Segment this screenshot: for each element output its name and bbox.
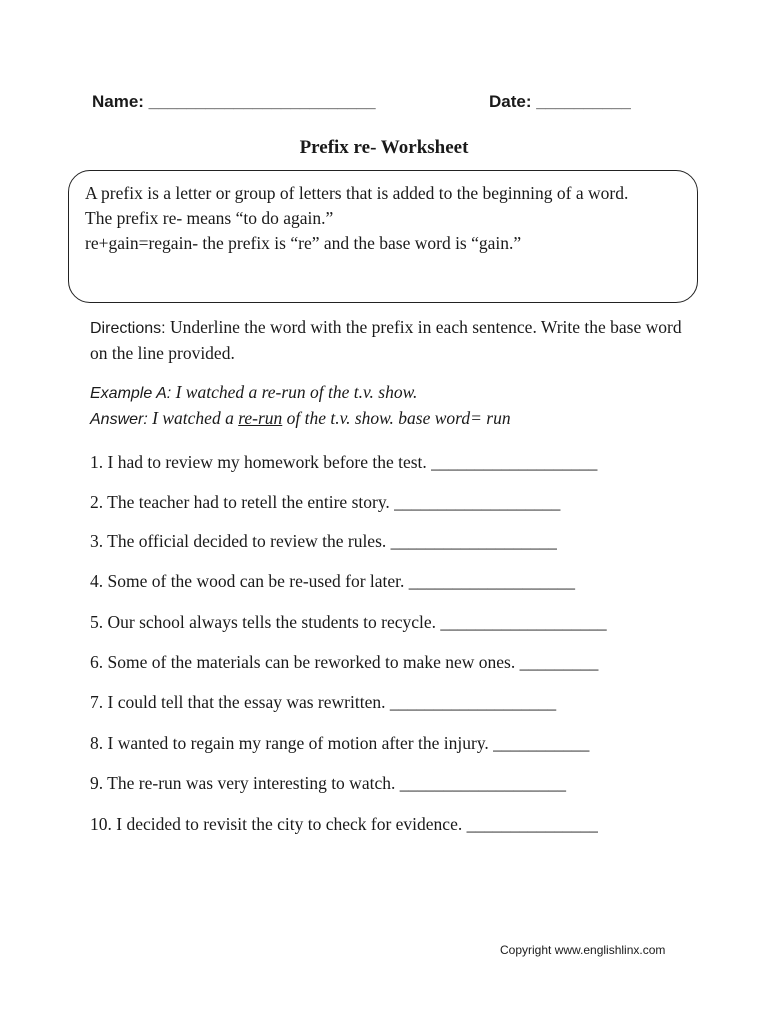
name-field-line: Name: ________________________: [92, 92, 376, 111]
question-2: 2. The teacher had to retell the entire story. ___________________: [90, 492, 561, 512]
definition-line-1: A prefix is a letter or group of letters that is added to the beginning of a word.: [85, 183, 629, 203]
date-field-line: Date: __________: [489, 92, 631, 111]
directions-label: Directions:: [90, 320, 166, 337]
definition-line-2: The prefix re- means “to do again.”: [85, 208, 334, 228]
answer-text-before: I watched a: [147, 408, 239, 428]
question-10: 10. I decided to revisit the city to check for evidence. _______________: [90, 814, 598, 834]
example-answer: [90, 406, 690, 432]
question-5: 5. Our school always tells the students to recycle. ___________________: [90, 612, 607, 632]
definition-box: [68, 170, 698, 303]
question-3: 3. The official decided to review the rules. ___________________: [90, 531, 557, 551]
question-4: 4. Some of the wood can be re-used for later. ___________________: [90, 571, 576, 591]
answer-underlined-word: re-run: [238, 408, 283, 428]
example-a: [90, 380, 690, 406]
question-1: 1. I had to review my homework before the test. ___________________: [90, 452, 598, 472]
directions: [90, 315, 690, 366]
question-6: 6. Some of the materials can be reworked to make new ones. _________: [90, 652, 599, 672]
definition-line-3: re+gain=regain- the prefix is “re” and the base word is “gain.”: [85, 233, 522, 253]
example-a-label: Example A:: [90, 385, 172, 402]
answer-label: Answer:: [90, 411, 148, 428]
question-9: 9. The re-run was very interesting to watch. ___________________: [90, 773, 566, 793]
answer-text-after: of the t.v. show. base word= run: [282, 408, 511, 428]
question-7: 7. I could tell that the essay was rewritten. ___________________: [90, 692, 557, 712]
page-title: Prefix re- Worksheet: [299, 137, 469, 158]
directions-text: Underline the word with the prefix in each sentence. Write the base word on the line provided.: [90, 317, 682, 363]
example-a-text: I watched a re-run of the t.v. show.: [171, 382, 418, 402]
example-block: [90, 380, 690, 432]
copyright-notice: Copyright www.englishlinx.com: [500, 943, 666, 957]
question-8: 8. I wanted to regain my range of motion after the injury. ___________: [90, 733, 590, 753]
